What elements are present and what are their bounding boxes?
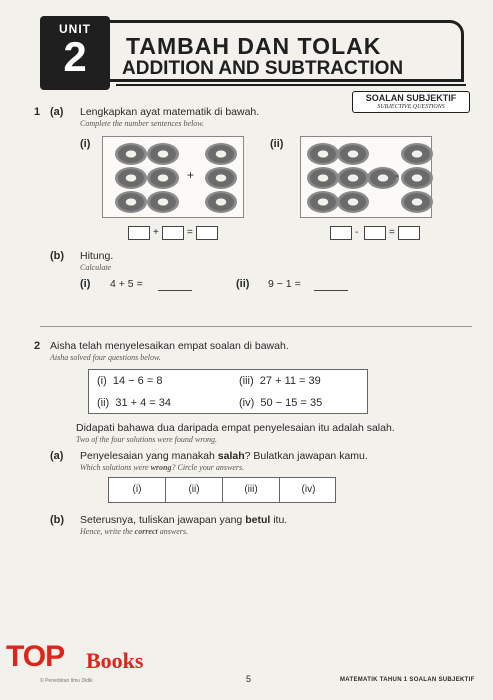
title-underline — [116, 84, 466, 86]
donut — [205, 167, 237, 189]
donut — [401, 191, 433, 213]
q1b-i-answer-line[interactable] — [158, 290, 192, 291]
q2b-instruction-english: Hence, write the correct answers. — [80, 527, 188, 536]
choice-i[interactable]: (i) — [109, 478, 166, 502]
q1b-instruction-english: Calculate — [80, 263, 112, 272]
q1a-i-equals-operator: = — [187, 227, 193, 238]
q1a-i-donut-frame — [102, 136, 244, 218]
section-divider — [40, 326, 472, 327]
q2a-instruction-english: Which solutions were wrong? Circle your answers. — [80, 463, 245, 472]
footer-book-title: MATEMATIK TAHUN 1 SOALAN SUBJEKTIF — [340, 677, 475, 683]
q1a-ii-answer-box-1[interactable] — [330, 226, 352, 240]
q1a-i-plus-sign: + — [187, 168, 195, 182]
q1a-ii-answer-box-2[interactable] — [364, 226, 386, 240]
q1b-i-expression: 4 + 5 = — [110, 278, 143, 290]
q1a-label: (a) — [50, 106, 64, 118]
unit-badge — [40, 16, 110, 90]
q1-number: 1 — [34, 106, 41, 118]
q2b-instruction-malay: Seterusnya, tuliskan jawapan yang betul itu. — [80, 514, 288, 526]
donut — [337, 191, 369, 213]
donut — [307, 143, 339, 165]
q2-found-malay: Didapati bahawa dua daripada empat penyelesaian itu adalah salah. — [76, 422, 395, 434]
choice-iv[interactable]: (iv) — [301, 484, 316, 495]
donut — [401, 167, 433, 189]
q2-equation-4: (iv) 50 − 15 = 35 — [239, 397, 323, 409]
donut — [115, 167, 147, 189]
question-type-tag — [352, 91, 470, 113]
donut — [147, 191, 179, 213]
q1a-i-answer-box-2[interactable] — [162, 226, 184, 240]
q1a-instruction-english: Complete the number sentences below. — [80, 119, 205, 128]
q2-found-english: Two of the four solutions were found wrong. — [76, 435, 218, 444]
donut — [337, 167, 369, 189]
q1a-i-plus-operator: + — [153, 227, 159, 238]
q2a-label: (a) — [50, 450, 64, 462]
q1a-ii-answer-box-3[interactable] — [398, 226, 420, 240]
q2a-choice-row — [108, 477, 336, 503]
q1a-i-answer-box-1[interactable] — [128, 226, 150, 240]
q1b-instruction-malay: Hitung. — [80, 250, 114, 262]
q1b-i-label: (i) — [80, 278, 91, 290]
choice-iii[interactable]: (iii) — [223, 478, 280, 502]
q1a-ii-minus-sign: - — [395, 168, 399, 182]
title-malay: TAMBAH DAN TOLAK — [126, 33, 382, 59]
tag-malay: SOALAN SUBJEKTIF — [365, 93, 457, 103]
q2-equation-1: (i) 14 − 6 = 8 — [97, 375, 163, 387]
footer-copyright: © Penerbitan Ilmu Didik — [40, 678, 93, 684]
donut — [307, 167, 339, 189]
q2a-instruction-malay: Penyelesaian yang manakah salah? Bulatkan jawapan kamu. — [80, 450, 368, 462]
q1b-label: (b) — [50, 250, 65, 262]
page-number: 5 — [246, 674, 252, 684]
q2-intro-malay: Aisha telah menyelesaikan empat soalan di bawah. — [50, 340, 289, 352]
q1b-ii-expression: 9 − 1 = — [268, 278, 301, 290]
choice-ii[interactable]: (ii) — [166, 478, 223, 502]
q2-equation-2: (ii) 31 + 4 = 34 — [97, 397, 172, 409]
q1b-ii-answer-line[interactable] — [314, 290, 348, 291]
donut — [205, 191, 237, 213]
donut — [205, 143, 237, 165]
title-english: ADDITION AND SUBTRACTION — [122, 58, 404, 79]
q2-number: 2 — [34, 340, 41, 352]
donut — [115, 143, 147, 165]
q1a-ii-equals-operator: = — [389, 227, 395, 238]
q1a-i-label: (i) — [80, 138, 91, 150]
tag-english: SUBJECTIVE QUESTIONS — [377, 104, 445, 110]
q1a-ii-label: (ii) — [270, 138, 284, 150]
donut — [115, 191, 147, 213]
donut — [337, 143, 369, 165]
q1a-ii-donut-frame — [300, 136, 432, 218]
q1a-i-answer-box-3[interactable] — [196, 226, 218, 240]
logo-books-text: Books — [86, 648, 144, 673]
logo-top-text: TOP — [6, 640, 65, 673]
q2-equations-box — [88, 369, 368, 414]
q2b-label: (b) — [50, 514, 65, 526]
q1b-ii-label: (ii) — [236, 278, 250, 290]
donut — [147, 167, 179, 189]
q2-equation-3: (iii) 27 + 11 = 39 — [239, 375, 321, 387]
unit-number: 2 — [63, 33, 87, 80]
q1a-instruction-malay: Lengkapkan ayat matematik di bawah. — [80, 106, 260, 118]
unit-label: UNIT — [59, 22, 91, 36]
q2-intro-english: Aisha solved four questions below. — [50, 353, 161, 362]
donut — [147, 143, 179, 165]
donut — [401, 143, 433, 165]
q1a-ii-minus-operator: - — [355, 227, 359, 238]
donut — [307, 191, 339, 213]
